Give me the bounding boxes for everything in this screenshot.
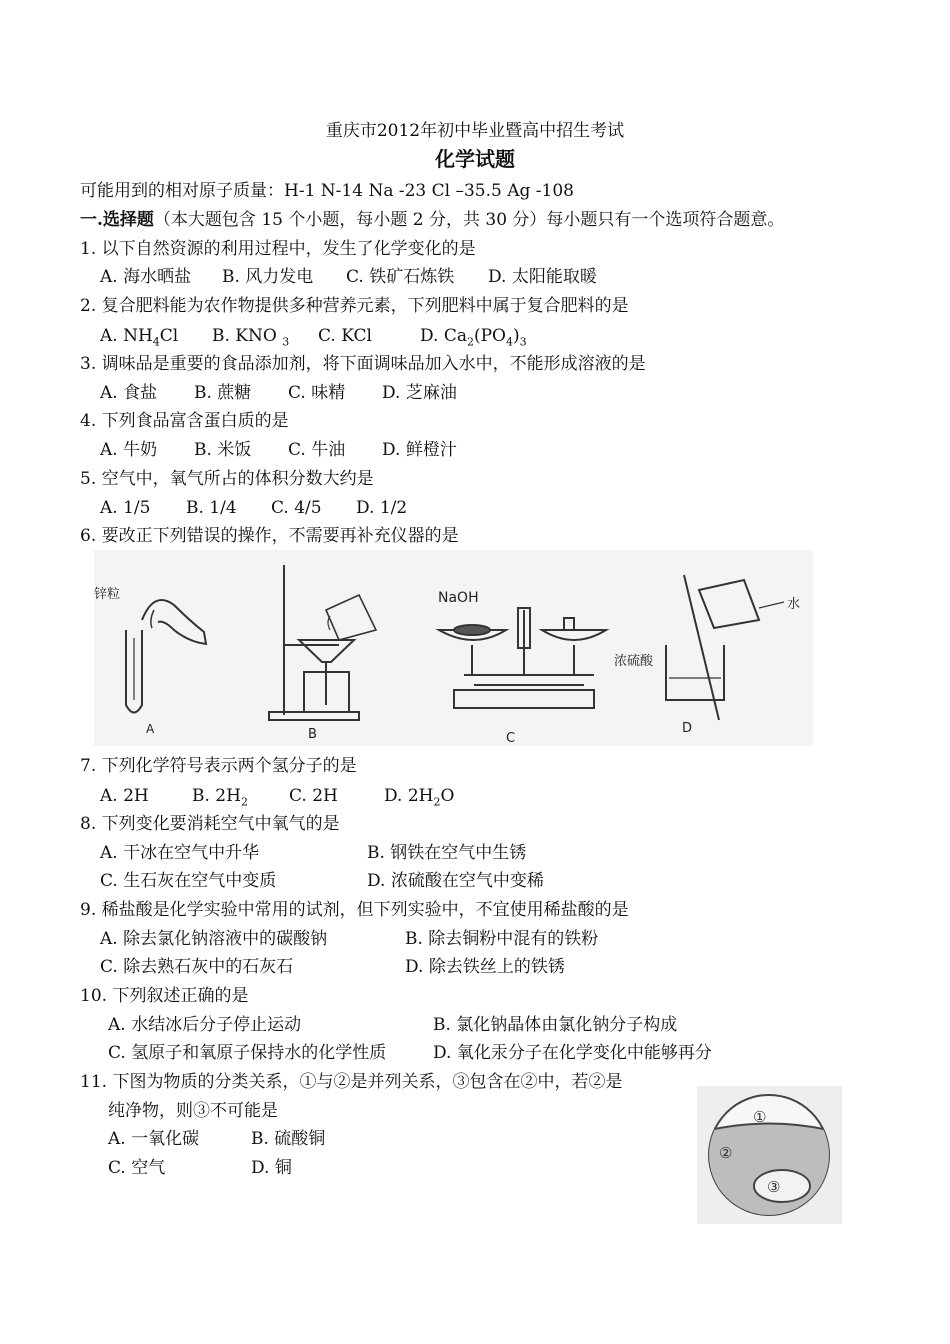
q1-option-d: D. 太阳能取暖 [488, 267, 597, 287]
question-4-stem: 4. 下列食品富含蛋白质的是 [80, 411, 289, 431]
apparatus-d-dilution [666, 575, 784, 720]
question-7-stem: 7. 下列化学符号表示两个氢分子的是 [80, 756, 357, 776]
q5-option-d: D. 1/2 [356, 498, 408, 518]
question-9-stem: 9. 稀盐酸是化学实验中常用的试剂，但下列实验中，不宜使用稀盐酸的是 [80, 900, 629, 920]
apparatus-c-balance [439, 608, 606, 708]
region-3 [754, 1170, 810, 1202]
question-5-options [100, 497, 407, 519]
question-11-options-row2 [108, 1157, 292, 1179]
q4-option-a: A. 牛奶 [100, 440, 158, 460]
q2-option-c: C. KCl [318, 326, 372, 346]
q7-option-c: C. 2H [289, 786, 338, 806]
q8-option-a: A. 干冰在空气中升华 [100, 843, 260, 863]
question-2-stem: 2. 复合肥料能为农作物提供多种营养元素，下列肥料中属于复合肥料的是 [80, 296, 629, 316]
subject-title: 化学试题 [435, 147, 515, 171]
question-3-options [100, 382, 457, 404]
q8-option-b: B. 钢铁在空气中生锈 [367, 843, 527, 863]
q4-option-b: B. 米饭 [194, 440, 252, 460]
label-c: C [506, 731, 516, 746]
apparatus-a-test-tube [126, 600, 206, 713]
apparatus-b-filtration [269, 565, 376, 720]
question-11-stem-cont: 纯净物，则③不可能是 [108, 1101, 278, 1121]
label-d: D [682, 721, 693, 736]
q1-option-b: B. 风力发电 [222, 267, 314, 287]
q7-option-a: A. 2H [100, 786, 149, 806]
label-naoh: NaOH [438, 590, 479, 606]
atomic-masses: 可能用到的相对原子质量：H-1 N-14 Na -23 Cl –35.5 Ag -108 [80, 181, 574, 201]
question-10-stem: 10. 下列叙述正确的是 [80, 986, 249, 1006]
question-11-stem: 11. 下图为物质的分类关系，①与②是并列关系，③包含在②中，若②是 [80, 1072, 623, 1092]
question-2-options [100, 325, 527, 353]
q9-option-c: C. 除去熟石灰中的石灰石 [100, 957, 294, 977]
question-5-stem: 5. 空气中，氧气所占的体积分数大约是 [80, 469, 374, 489]
q7-option-d: D. $2H_2O$ [384, 786, 455, 809]
q3-option-a: A. 食盐 [100, 383, 158, 403]
q10-option-d: D. 氧化汞分子在化学变化中能够再分 [433, 1043, 712, 1063]
question-1-options [100, 266, 597, 288]
q11-option-c: C. 空气 [108, 1158, 166, 1178]
q11-option-d: D. 铜 [251, 1158, 292, 1178]
q3-option-b: B. 蔗糖 [194, 383, 252, 403]
question-7-options [100, 785, 454, 813]
exam-title: 重庆市2012年初中毕业暨高中招生考试 [325, 121, 625, 141]
q7-option-b: B. $2H_2$ [192, 786, 248, 809]
q10-option-c: C. 氢原子和氧原子保持水的化学性质 [108, 1043, 387, 1063]
question-3-stem: 3. 调味品是重要的食品添加剂，将下面调味品加入水中，不能形成溶液的是 [80, 354, 646, 374]
q6-apparatus-svg [94, 550, 813, 746]
q8-option-c: C. 生石灰在空气中变质 [100, 871, 277, 891]
label-circled-2: ② [719, 1144, 733, 1162]
q5-option-c: C. 4/5 [271, 498, 322, 518]
q4-option-d: D. 鲜橙汁 [382, 440, 457, 460]
q2-option-a: A. $NH_4Cl$ [100, 326, 179, 349]
q4-option-c: C. 牛油 [288, 440, 346, 460]
q9-option-a: A. 除去氯化钠溶液中的碳酸钠 [100, 929, 328, 949]
label-a: A [146, 722, 155, 736]
q11-option-a: A. 一氧化碳 [108, 1129, 200, 1149]
question-4-options [100, 439, 457, 461]
q11-option-b: B. 硫酸铜 [251, 1129, 326, 1149]
question-1-stem: 1. 以下自然资源的利用过程中，发生了化学变化的是 [80, 239, 476, 259]
label-water: 水 [787, 597, 801, 612]
label-b: B [308, 727, 317, 742]
q5-option-b: B. 1/4 [186, 498, 237, 518]
q5-option-a: A. 1/5 [100, 498, 151, 518]
label-concentrated-acid: 浓硫酸 [614, 654, 654, 669]
q11-classification-figure [697, 1086, 842, 1224]
q8-option-d: D. 浓硫酸在空气中变稀 [367, 871, 544, 891]
q3-option-d: D. 芝麻油 [382, 383, 457, 403]
q10-option-a: A. 水结冰后分子停止运动 [108, 1015, 302, 1035]
section-heading [80, 209, 784, 231]
label-zinc: 锌粒 [94, 587, 121, 602]
section-heading-rest: （本大题包含 15 个小题，每小题 2 分，共 30 分）每小题只有一个选项符合题意。 [153, 210, 785, 230]
q3-option-c: C. 味精 [288, 383, 346, 403]
label-circled-3: ③ [767, 1178, 781, 1196]
q9-option-d: D. 除去铁丝上的铁锈 [405, 957, 565, 977]
q1-option-c: C. 铁矿石炼铁 [346, 267, 455, 287]
q2-option-d: D. $Ca_2(PO_4)_3$ [420, 326, 527, 349]
q9-option-b: B. 除去铜粉中混有的铁粉 [405, 929, 599, 949]
label-circled-1: ① [753, 1108, 767, 1126]
q2-option-b: B. KNO $_3$ [212, 326, 290, 349]
question-6-stem: 6. 要改正下列错误的操作，不需要再补充仪器的是 [80, 526, 459, 546]
q10-option-b: B. 氯化钠晶体由氯化钠分子构成 [433, 1015, 678, 1035]
question-8-stem: 8. 下列变化要消耗空气中氧气的是 [80, 814, 340, 834]
q1-option-a: A. 海水晒盐 [100, 267, 192, 287]
q11-classification-svg [697, 1086, 842, 1224]
section-heading-bold: 一.选择题 [80, 210, 154, 230]
q6-apparatus-figure [94, 550, 813, 746]
question-11-options-row1 [108, 1128, 325, 1150]
